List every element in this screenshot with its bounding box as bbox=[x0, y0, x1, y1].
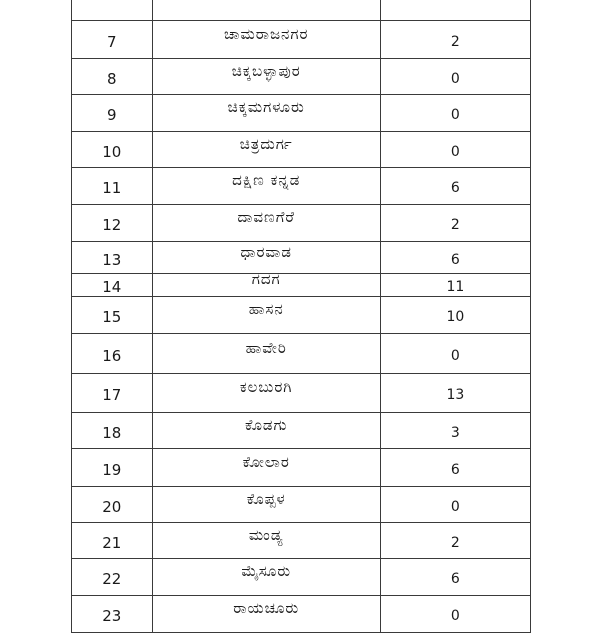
table-row bbox=[72, 523, 531, 559]
count-cell-text: 2 bbox=[450, 33, 460, 50]
count-cell bbox=[380, 449, 530, 487]
district-name-cell bbox=[152, 487, 380, 523]
count-cell-text: 10 bbox=[446, 309, 465, 325]
district-count-table bbox=[71, 0, 531, 633]
count-cell bbox=[380, 132, 530, 168]
district-name-cell-text: ರಾಯಚೂರು bbox=[233, 599, 300, 617]
count-cell-text: 3 bbox=[450, 424, 460, 441]
district-name-cell bbox=[152, 132, 380, 168]
table-row bbox=[72, 59, 531, 95]
district-name-cell-text: ಮಂಡ್ಯ bbox=[248, 525, 284, 544]
district-name-cell-text: ಧಾರವಾಡ bbox=[240, 242, 292, 261]
district-name-cell bbox=[152, 523, 380, 559]
count-cell-text: 0 bbox=[450, 107, 460, 123]
table-row bbox=[72, 487, 531, 523]
serial-number-cell-text: 19 bbox=[102, 460, 122, 479]
serial-number-cell bbox=[72, 95, 153, 132]
district-name-cell bbox=[152, 559, 380, 596]
district-name-cell-text: ಚಿತ್ರದುರ್ಗ bbox=[239, 134, 293, 153]
count-cell bbox=[380, 523, 530, 559]
table-row bbox=[72, 297, 531, 334]
district-name-cell bbox=[152, 205, 380, 242]
district-name-cell bbox=[152, 334, 380, 374]
count-cell bbox=[380, 0, 530, 21]
district-name-cell-text: ಕೋಲಾರ bbox=[242, 452, 290, 471]
serial-number-cell-text: 14 bbox=[102, 278, 122, 296]
serial-number-cell bbox=[72, 559, 153, 596]
district-name-cell bbox=[152, 374, 380, 413]
count-cell-text: 6 bbox=[450, 571, 460, 587]
count-cell-text: 2 bbox=[450, 217, 460, 233]
count-cell bbox=[380, 59, 530, 95]
district-name-cell bbox=[152, 297, 380, 334]
serial-number-cell-text: 12 bbox=[102, 216, 122, 234]
serial-number-cell bbox=[72, 242, 153, 274]
district-name-cell bbox=[152, 59, 380, 95]
district-name-cell-text: ಹಾವೇರಿ bbox=[245, 338, 287, 357]
count-cell bbox=[380, 334, 530, 374]
count-cell-text: 6 bbox=[450, 461, 460, 478]
serial-number-cell bbox=[72, 413, 153, 449]
count-cell-text: 0 bbox=[450, 498, 460, 515]
district-name-cell-text: ಹಾಸನ bbox=[248, 300, 284, 318]
count-cell bbox=[380, 242, 530, 274]
district-name-cell-text: ಕಲಬುರಗಿ bbox=[239, 378, 293, 396]
count-cell bbox=[380, 21, 530, 59]
serial-number-cell-text: 22 bbox=[102, 570, 122, 588]
count-cell bbox=[380, 413, 530, 449]
table-row bbox=[72, 168, 531, 205]
serial-number-cell bbox=[72, 374, 153, 413]
serial-number-cell-text: 20 bbox=[102, 497, 122, 516]
serial-number-cell-text: 8 bbox=[107, 69, 117, 88]
district-name-cell-text: ಚಾಮರಾಜನಗರ bbox=[223, 24, 309, 43]
district-name-cell bbox=[152, 168, 380, 205]
count-cell bbox=[380, 596, 530, 633]
district-name-cell bbox=[152, 95, 380, 132]
count-cell bbox=[380, 487, 530, 523]
table-body bbox=[72, 0, 531, 633]
serial-number-cell bbox=[72, 168, 153, 205]
district-name-cell bbox=[152, 270, 380, 297]
serial-number-cell bbox=[72, 205, 153, 242]
table-row bbox=[72, 596, 531, 633]
table-row bbox=[72, 374, 531, 413]
count-cell bbox=[380, 559, 530, 596]
count-cell-text: 2 bbox=[450, 534, 460, 551]
serial-number-cell-text: 17 bbox=[102, 386, 122, 404]
district-name-cell bbox=[152, 413, 380, 449]
table-row bbox=[72, 95, 531, 132]
serial-number-cell bbox=[72, 523, 153, 559]
count-cell-text: 0 bbox=[450, 143, 460, 160]
district-name-cell bbox=[152, 596, 380, 633]
serial-number-cell-text: 18 bbox=[102, 423, 122, 442]
serial-number-cell bbox=[72, 0, 153, 21]
count-cell-text: 0 bbox=[450, 608, 460, 624]
serial-number-cell-text: 13 bbox=[102, 250, 122, 269]
district-name-cell bbox=[152, 21, 380, 59]
serial-number-cell bbox=[72, 449, 153, 487]
district-name-cell-text: ಚಿಕ್ಕಮಗಳೂರು bbox=[227, 98, 305, 116]
table-row bbox=[72, 334, 531, 374]
table-row bbox=[72, 449, 531, 487]
table-row bbox=[72, 21, 531, 59]
count-cell-text: 11 bbox=[446, 279, 465, 295]
district-name-cell-text: ಗದಗ bbox=[251, 270, 281, 288]
serial-number-cell-text: 10 bbox=[102, 142, 122, 161]
table-row bbox=[72, 205, 531, 242]
count-cell-text: 0 bbox=[450, 70, 460, 87]
serial-number-cell-text: 9 bbox=[107, 106, 117, 124]
table-row bbox=[72, 559, 531, 596]
serial-number-cell-text: 16 bbox=[102, 346, 122, 365]
district-name-cell bbox=[152, 242, 380, 274]
district-name-cell-text: ಚಿಕ್ಕಬಳ್ಳಾಪುರ bbox=[231, 61, 301, 80]
serial-number-cell-text: 11 bbox=[102, 179, 122, 197]
count-cell bbox=[380, 297, 530, 334]
serial-number-cell bbox=[72, 59, 153, 95]
serial-number-cell-text: 15 bbox=[102, 308, 122, 326]
table-row bbox=[72, 413, 531, 449]
serial-number-cell bbox=[72, 274, 153, 297]
table-row bbox=[72, 0, 531, 21]
count-cell-text: 6 bbox=[450, 180, 460, 196]
serial-number-cell-text: 7 bbox=[107, 32, 117, 51]
serial-number-cell bbox=[72, 334, 153, 374]
count-cell-text: 0 bbox=[450, 347, 460, 364]
count-cell bbox=[380, 95, 530, 132]
table-row bbox=[72, 274, 531, 297]
district-name-cell-text: ದಕ್ಷಿಣ ಕನ್ನಡ bbox=[232, 171, 301, 189]
district-name-cell bbox=[152, 0, 380, 21]
district-name-cell bbox=[152, 449, 380, 487]
serial-number-cell bbox=[72, 297, 153, 334]
serial-number-cell-text: 21 bbox=[102, 533, 122, 552]
serial-number-cell bbox=[72, 487, 153, 523]
district-name-cell-text: ಮೈಸೂರು bbox=[241, 562, 292, 580]
serial-number-cell-text: 23 bbox=[102, 607, 122, 625]
count-cell-text: 13 bbox=[446, 387, 465, 403]
table-row bbox=[72, 132, 531, 168]
count-cell bbox=[380, 168, 530, 205]
district-name-cell-text: ಕೊಪ್ಪಳ bbox=[246, 489, 286, 508]
count-cell bbox=[380, 374, 530, 413]
count-cell bbox=[380, 274, 530, 297]
serial-number-cell bbox=[72, 596, 153, 633]
serial-number-cell bbox=[72, 21, 153, 59]
serial-number-cell bbox=[72, 132, 153, 168]
count-cell bbox=[380, 205, 530, 242]
district-name-cell-text: ದಾವಣಗೆರೆ bbox=[237, 208, 295, 226]
district-name-cell-text: ಕೊಡಗು bbox=[245, 415, 288, 434]
table-row bbox=[72, 242, 531, 274]
count-cell-text: 6 bbox=[450, 251, 460, 268]
